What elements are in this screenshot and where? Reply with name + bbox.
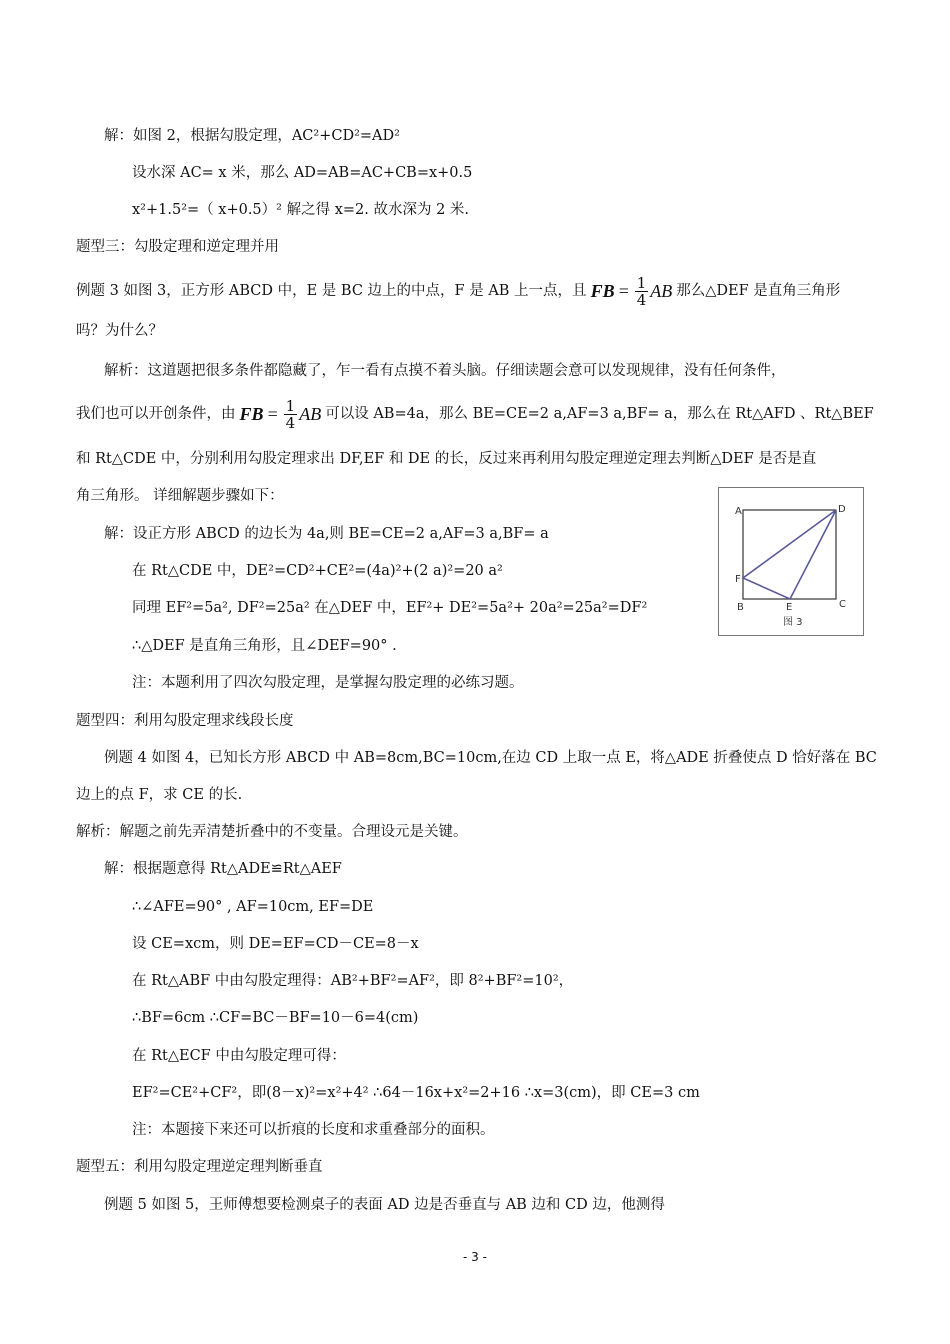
label-a: A <box>735 506 742 517</box>
math-equals: = <box>617 281 630 301</box>
section-heading: 题型五：利用勾股定理逆定理判断垂直 <box>76 1159 323 1175</box>
text-line: 吗？为什么？ <box>76 323 163 339</box>
square-abcd <box>743 510 836 599</box>
figure-3-drawing <box>719 488 865 637</box>
text-line: 注：本题接下来还可以折痕的长度和求重叠部分的面积。 <box>132 1122 495 1138</box>
label-c: C <box>839 599 846 610</box>
text-line: 解：设正方形 ABCD 的边长为 4a,则 BE=CE=2 a,AF=3 a,BF= a <box>104 526 549 542</box>
math-ab: AB <box>299 404 322 424</box>
analysis-line <box>76 394 874 434</box>
text-line: 解：如图 2，根据勾股定理，AC²+CD²=AD² <box>104 128 400 144</box>
text-line: 解析：这道题把很多条件都隐藏了，乍一看有点摸不着头脑。仔细读题会意可以发现规律，没有任何条件， <box>104 363 786 379</box>
text-line: x²+1.5²=（ x+0.5）² 解之得 x=2. 故水深为 2 米. <box>132 202 470 218</box>
text-line: 同理 EF²=5a², DF²=25a² 在△DEF 中，EF²+ DE²=5a²+ 20a²=25a²=DF² <box>132 600 648 616</box>
text-line: 注：本题利用了四次勾股定理，是掌握勾股定理的必练习题。 <box>132 675 524 691</box>
label-d: D <box>838 504 846 515</box>
math-fb: FB <box>590 281 615 301</box>
label-e: E <box>786 602 793 613</box>
text-span: 例题 3 如图 3，正方形 ABCD 中，E 是 BC 边上的中点，F 是 AB 上一点，且 <box>76 283 587 299</box>
figure-caption: 图 3 <box>783 617 803 628</box>
text-line: EF²=CE²+CF²，即(8－x)²=x²+4² ∴64－16x+x²=2+16 ∴x=3(cm)，即 CE=3 cm <box>132 1085 700 1101</box>
text-span: 那么△DEF 是直角三角形 <box>676 283 841 299</box>
text-line: 设水深 AC= x 米，那么 AD=AB=AC+CB=x+0.5 <box>132 165 473 181</box>
fraction-numerator: 1 <box>285 396 296 415</box>
text-line: 在 Rt△ECF 中由勾股定理可得： <box>132 1048 346 1064</box>
math-equals: = <box>266 404 279 424</box>
text-line: 在 Rt△ABF 中由勾股定理得：AB²+BF²=AF²，即 8²+BF²=10²， <box>132 973 574 989</box>
label-b: B <box>737 602 744 613</box>
text-line: 解析：解题之前先弄清楚折叠中的不变量。合理设元是关键。 <box>76 824 468 840</box>
text-line: 在 Rt△CDE 中，DE²=CD²+CE²=(4a)²+(2 a)²=20 a² <box>132 563 503 579</box>
math-fb: FB <box>239 404 264 424</box>
text-line: ∴∠AFE=90° , AF=10cm, EF=DE <box>132 899 374 915</box>
text-line: 角三角形。 详细解题步骤如下： <box>76 488 284 504</box>
text-line: ∴BF=6cm ∴CF=BC－BF=10－6=4(cm) <box>132 1010 419 1026</box>
text-line: 例题 4 如图 4，已知长方形 ABCD 中 AB=8cm,BC=10cm,在边 CD 上取一点 E，将△ADE 折叠使点 D 恰好落在 BC <box>104 750 877 766</box>
fraction <box>635 275 649 308</box>
example-3-line <box>76 271 840 311</box>
text-line: ∴△DEF 是直角三角形，且∠DEF=90° . <box>132 638 397 654</box>
label-f: F <box>735 574 741 585</box>
fraction-denominator: 4 <box>636 290 647 309</box>
text-line: 和 Rt△CDE 中，分别利用勾股定理求出 DF,EF 和 DE 的长，反过来再利用勾股定理逆定理去判断△DEF 是否是直 <box>76 451 817 467</box>
text-line: 设 CE=xcm，则 DE=EF=CD－CE=8－x <box>132 936 419 952</box>
text-span: 我们也可以开创条件，由 <box>76 406 236 422</box>
section-heading: 题型三：勾股定理和逆定理并用 <box>76 239 279 255</box>
math-ab: AB <box>650 281 673 301</box>
fraction-numerator: 1 <box>636 273 647 292</box>
text-span: 可以设 AB=4a，那么 BE=CE=2 a,AF=3 a,BF= a，那么在 Rt△AFD 、Rt△BEF <box>325 406 874 422</box>
text-line: 解：根据题意得 Rt△ADE≌Rt△AEF <box>104 861 342 877</box>
page-number: - 3 - <box>463 1250 487 1264</box>
triangle-def <box>743 510 836 599</box>
section-heading: 题型四：利用勾股定理求线段长度 <box>76 713 294 729</box>
text-line: 边上的点 F，求 CE 的长. <box>76 787 243 803</box>
fraction-denominator: 4 <box>285 413 296 432</box>
fraction <box>284 398 298 431</box>
text-line: 例题 5 如图 5，王师傅想要检测桌子的表面 AD 边是否垂直与 AB 边和 CD 边，他测得 <box>104 1197 665 1213</box>
figure-3 <box>718 487 864 636</box>
